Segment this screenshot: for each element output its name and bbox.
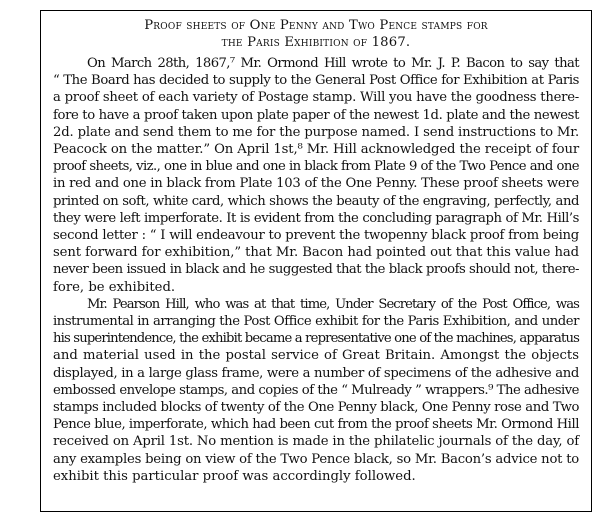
paragraph-2-line: received on April 1st. No mention is made in the philatelic journals of the day, of bbox=[53, 434, 579, 450]
paragraph-1-line: proof sheets, viz., one in blue and one in black from Plate 9 of the Two Pence and one bbox=[53, 159, 579, 175]
paragraph-2-line: Mr. Pearson Hill, who was at that time, Under Secretary of the Post Office, was bbox=[87, 296, 579, 312]
document-page bbox=[40, 10, 592, 512]
paragraph-1-line: fore to have a proof taken upon plate paper of the newest 1d. plate and the newest bbox=[53, 107, 579, 123]
paragraph-1-line: On March 28th, 1867,⁷ Mr. Ormond Hill wrote to Mr. J. P. Bacon to say that bbox=[87, 56, 579, 71]
paragraph-1-line: fore, be exhibited. bbox=[53, 279, 176, 295]
paragraph-1-line: they were left imperforate. It is evident from the concluding paragraph of Mr. Hill’s bbox=[53, 210, 579, 226]
paragraph-1-line: a proof sheet of each variety of Postage stamp. Will you have the goodness there- bbox=[53, 90, 579, 106]
paragraph-1 bbox=[53, 55, 579, 296]
paragraph-2-line: any examples being on view of the Two Pence black, so Mr. Bacon’s advice not to bbox=[53, 451, 579, 467]
paragraph-2 bbox=[53, 296, 579, 485]
paragraph-1-line: printed on soft, white card, which shows the beauty of the engraving, perfectly, and bbox=[53, 193, 579, 209]
paragraph-1-line: sent forward for exhibition,” that Mr. Bacon had pointed out that this value had bbox=[53, 245, 579, 261]
title-line-1: Proof sheets of One Penny and Two Pence stamps for bbox=[144, 18, 488, 33]
paragraph-2-line: displayed, in a large glass frame, were a number of specimens of the adhesive and bbox=[53, 365, 579, 381]
paragraph-2-line: exhibit this particular proof was accordingly followed. bbox=[53, 468, 416, 484]
paragraph-2-line: Pence blue, imperforate, which had been cut from the proof sheets Mr. Ormond Hill bbox=[53, 417, 579, 433]
paragraph-2-line: instrumental in arranging the Post Office exhibit for the Paris Exhibition, and under bbox=[53, 314, 579, 330]
title-line-2: the Paris Exhibition of 1867. bbox=[221, 35, 411, 50]
paragraph-1-line: in red and one in black from Plate 103 of the One Penny. These proof sheets were bbox=[53, 176, 579, 192]
paragraph-1-line: second letter : “ I will endeavour to prevent the twopenny black proof from being bbox=[53, 228, 579, 244]
paragraph-2-line: his superintendence, the exhibit became a representative one of the machines, apparatus bbox=[53, 331, 579, 347]
section-title bbox=[53, 17, 579, 51]
paragraph-1-line: Peacock on the matter.” On April 1st,⁸ Mr. Hill acknowledged the receipt of four bbox=[53, 142, 579, 158]
paragraph-1-line: 2d. plate and send them to me for the purpose named. I send instructions to Mr. bbox=[53, 124, 579, 140]
paragraph-2-line: stamps included blocks of twenty of the One Penny black, One Penny rose and Two bbox=[53, 400, 580, 416]
paragraph-2-line: and material used in the postal service of Great Britain. Amongst the objects bbox=[53, 348, 579, 364]
paragraph-1-line: “ The Board has decided to supply to the General Post Office for Exhibition at Paris bbox=[53, 73, 579, 89]
paragraph-2-line: embossed envelope stamps, and copies of the “ Mulready ” wrappers.⁹ The adhesive bbox=[53, 382, 579, 398]
paragraph-1-line: never been issued in black and he suggested that the black proofs should not, there- bbox=[53, 262, 579, 278]
